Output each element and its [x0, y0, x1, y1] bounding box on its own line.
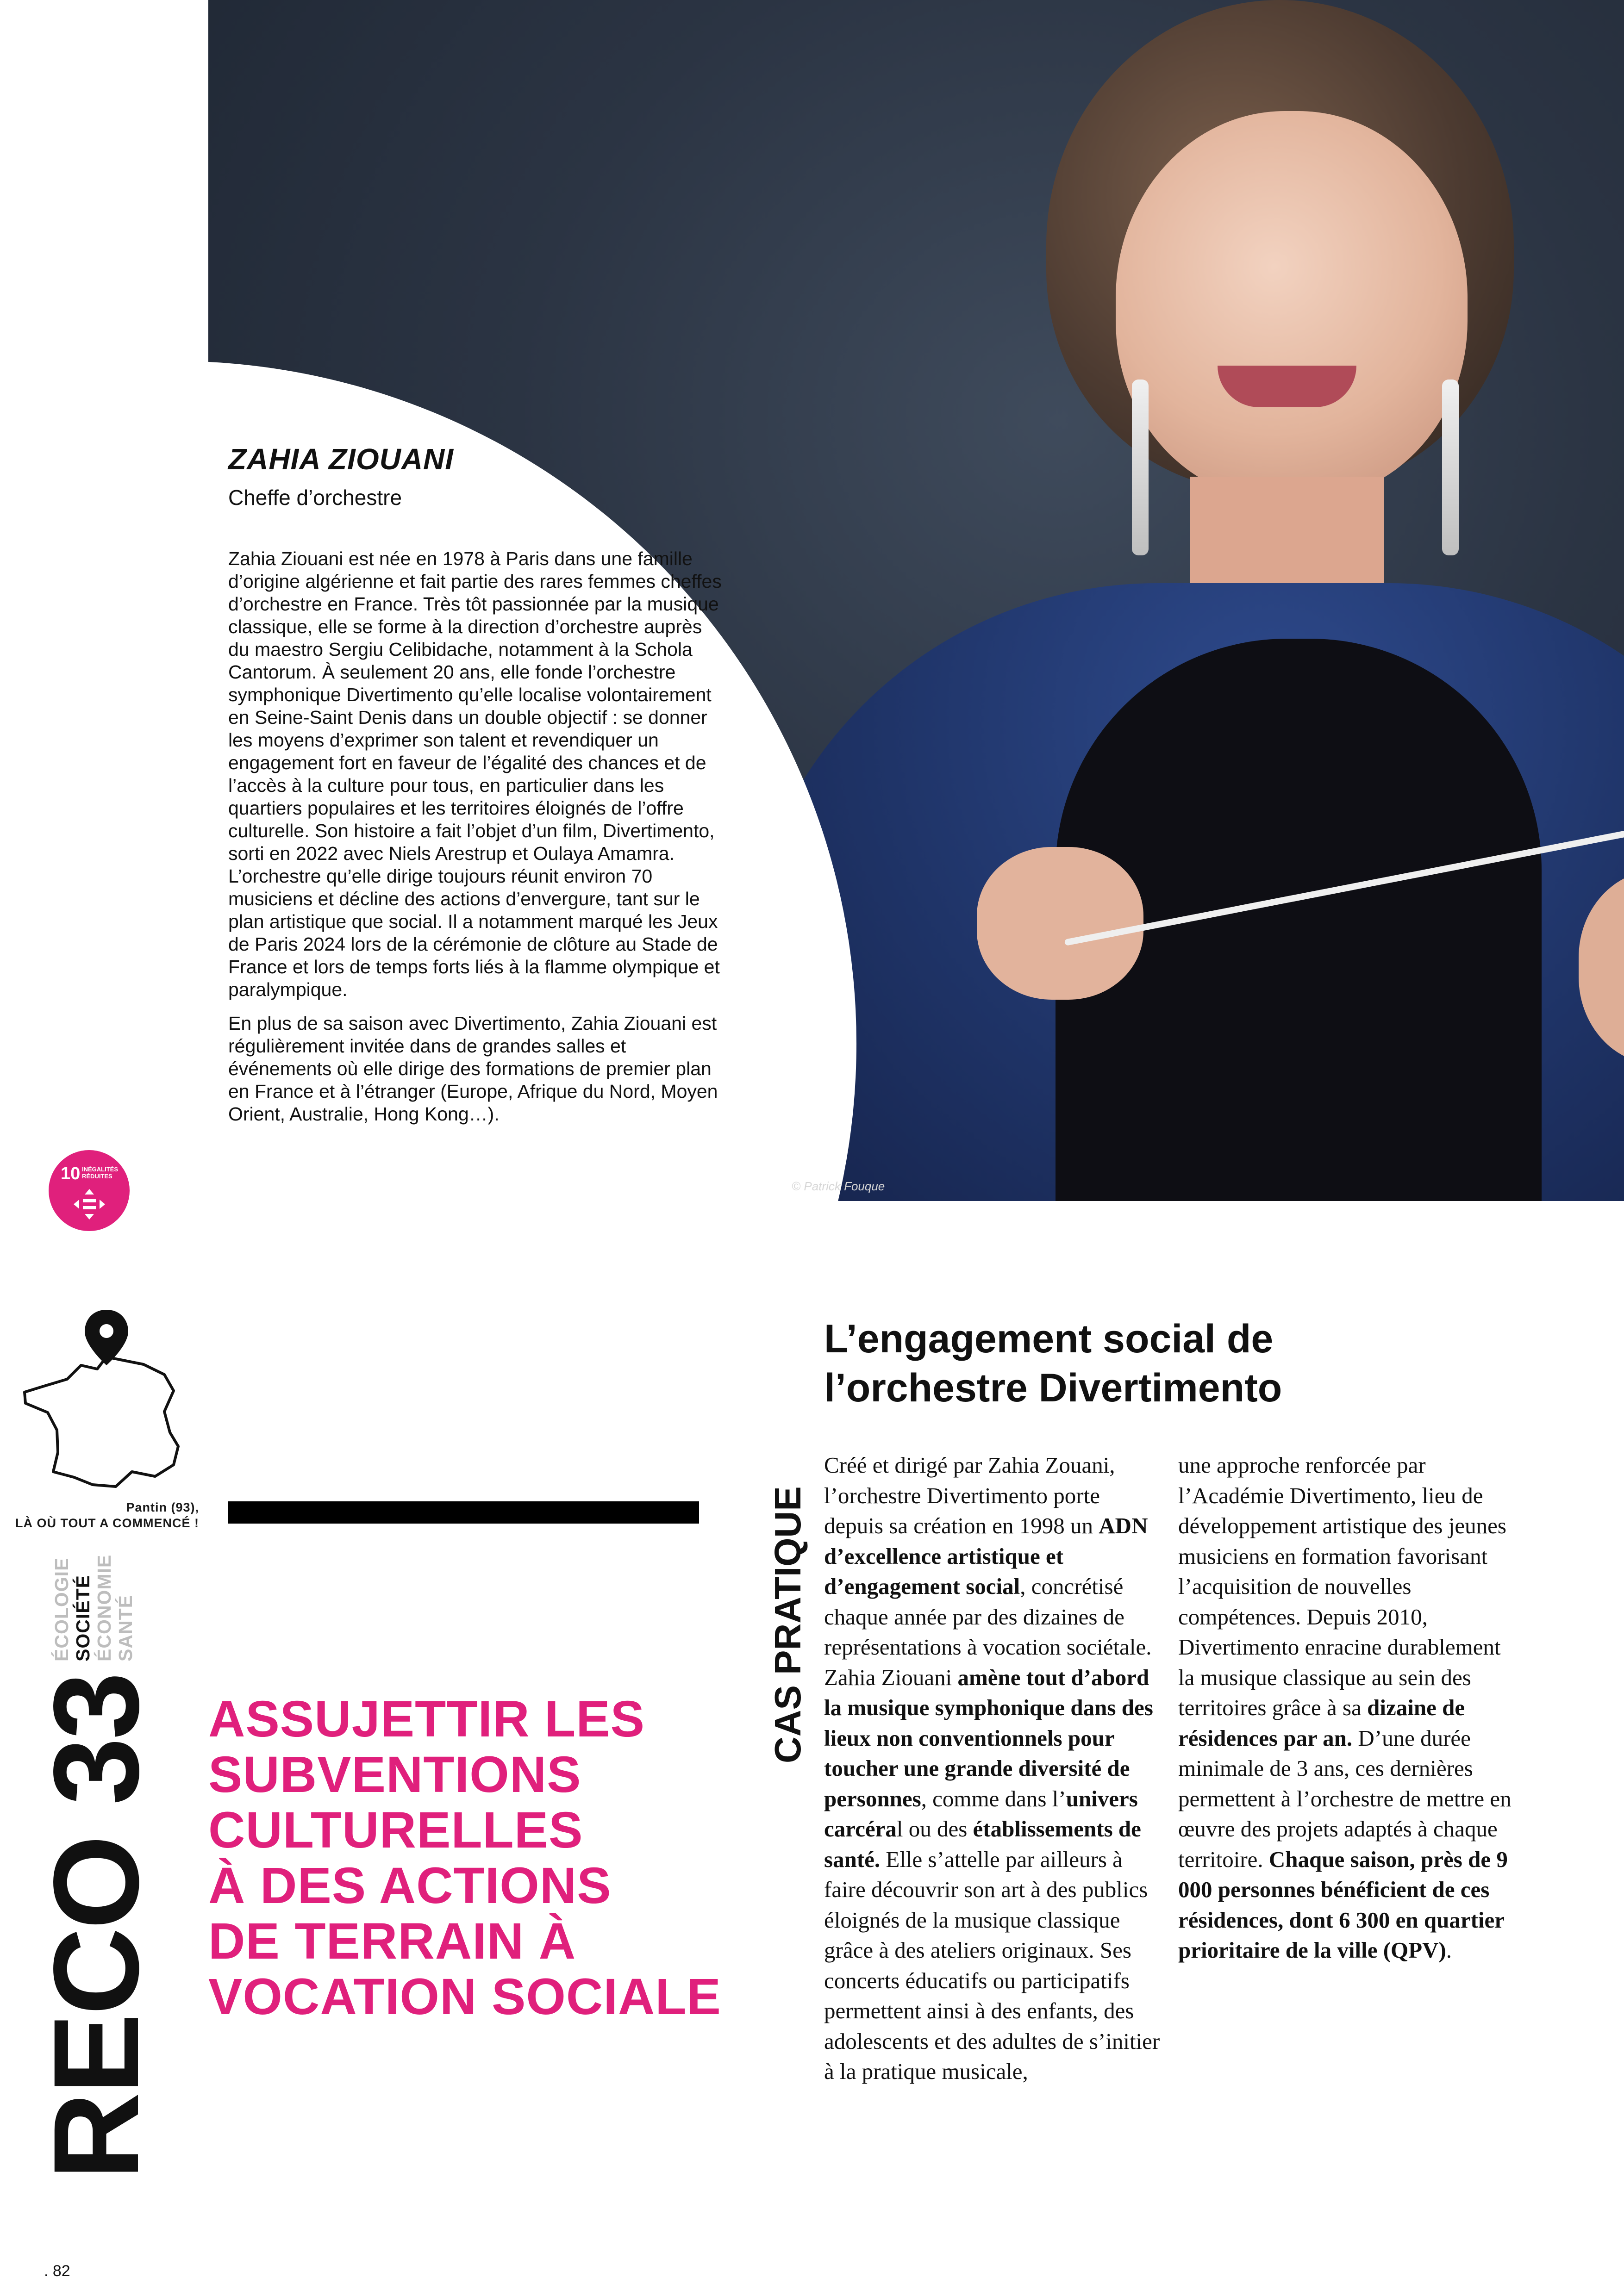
reco-heading-line: À DES ACTIONS: [208, 1857, 612, 1914]
category-ecologie: ÉCOLOGIE: [51, 1557, 72, 1661]
body-text: une approche renforcée par l’Académie Divertimento, lieu de développement artistique des jeunes musiciens en formation favorisant l’acquisition de nouvelles compétences. Depuis 2010, Divertimento enracine durablement la musique classique au sein des territoires grâce à sa: [1178, 1452, 1506, 1720]
photo-hand-left: [977, 847, 1143, 1000]
section-divider-bar: [228, 1501, 699, 1524]
case-study-label: CAS PRATIQUE: [767, 1486, 808, 1763]
highlighted-text: ADN d’excellence artistique et d’engagement social: [824, 1513, 1148, 1599]
photo-smile: [1218, 366, 1356, 407]
highlighted-text: amène tout d’abord la musique symphonique dans des lieux non conventionnels pour toucher une grande diversité de personnes: [824, 1664, 1153, 1811]
sdg-number: 10: [61, 1164, 81, 1183]
case-study-title: [824, 1314, 1518, 1412]
map-caption: [9, 1500, 199, 1531]
body-text: Créé et dirigé par Zahia Zouani, l’orchestre Divertimento porte depuis sa création en 1998 un: [824, 1452, 1115, 1538]
photo-earring-left: [1132, 380, 1149, 555]
bio-text: [228, 548, 728, 1137]
body-text: Elle s’attelle par ailleurs à faire découvrir son art à des publics éloignés de la musique classique grâce à des ateliers originaux. Ses concerts éducatifs ou participatifs permettent ainsi à des enfants, des adolescents et des adultes de s’initier à la pratique musicale,: [824, 1846, 1160, 2084]
sdg-label: INÉGALITÉS RÉDUITES: [82, 1166, 119, 1180]
bio-paragraph: En plus de sa saison avec Divertimento, Zahia Ziouani est régulièrement invitée dans de grandes salles et événements où elle dirige des formations de premier plan en France et à l’étranger (Europe, Afrique du Nord, Moyen Orient, Australie, Hong Kong…).: [228, 1013, 718, 1125]
page-number: . 82: [44, 2262, 70, 2280]
category-societe: SOCIÉTÉ: [72, 1575, 94, 1661]
map-caption-line: LÀ OÙ TOUT A COMMENCÉ !: [15, 1516, 199, 1530]
bio-paragraph: Zahia Ziouani est née en 1978 à Paris dans une famille d’origine algérienne et fait partie des rares femmes cheffes d’orchestre en France. Très tôt passionnée par la musique classique, elle se forme à la direction d’orchestre auprès du maestro Sergiu Celibidache, notamment à la Schola Cantorum. À seulement 20 ans, elle fonde l’orchestre symphonique Divertimento qu’elle localise volontairement en Seine-Saint Denis dans un double objectif : se donner les moyens d’exprimer son talent et revendiquer un engagement fort en faveur de l’égalité des chances et de l’accès à la culture pour tous, en particulier dans les quartiers populaires et les territoires éloignés de l’offre culturelle. Son histoire a fait l’objet d’un film, Divertimento, sorti en 2022 avec Niels Arestrup et Oulaya Amamra. L’orchestre qu’elle dirige toujours réunit environ 70 musiciens et décline des actions d’envergure, tant sur le plan artistique que social. Il a notamment marqué les Jeux de Paris 2024 lors de la cérémonie de clôture au Stade de France et lors de temps forts liés à la flamme olympique et paralympique.: [228, 548, 722, 1000]
highlighted-text: établissements de santé.: [824, 1816, 1141, 1872]
photo-face: [1116, 111, 1468, 500]
sdg-badge: [49, 1150, 130, 1231]
highlighted-text: univers carcéra: [824, 1786, 1138, 1842]
reco-heading-line: VOCATION SOCIALE: [208, 1968, 721, 2025]
reco-heading-line: SUBVENTIONS: [208, 1746, 581, 1803]
case-study-column-2: [1178, 1450, 1518, 1966]
body-text: D’une durée minimale de 3 ans, ces dernières permettent à l’orchestre de mettre en œuvre des projets adaptés à chaque territoire.: [1178, 1725, 1512, 1872]
body-text: .: [1446, 1937, 1452, 1963]
photo-credit: © Patrick Fouque: [792, 1179, 885, 1193]
map-caption-line: Pantin (93),: [126, 1500, 199, 1514]
location-pin-icon: [85, 1310, 128, 1365]
body-text: , concrétisé chaque année par des dizaines de représentations à vocation sociétale. Zahia Ziouani: [824, 1574, 1152, 1690]
reco-heading: [208, 1692, 764, 2025]
body-text: l ou des: [896, 1816, 973, 1842]
highlighted-text: dizaine de résidences par an.: [1178, 1695, 1465, 1751]
reco-heading-line: ASSUJETTIR LES: [208, 1691, 645, 1748]
case-study-column-1: [824, 1450, 1164, 2087]
photo-earring-right: [1442, 380, 1459, 555]
category-list: [51, 1555, 136, 1661]
person-role: Cheffe d’orchestre: [228, 485, 402, 510]
reduced-inequalities-icon: [73, 1188, 106, 1220]
person-name: ZAHIA ZIOUANI: [228, 442, 454, 476]
reco-heading-line: DE TERRAIN À: [208, 1913, 576, 1970]
category-economie: ÉCONOMIE: [94, 1554, 115, 1661]
body-text: , comme dans l’: [921, 1786, 1066, 1811]
france-map-icon: [12, 1305, 197, 1500]
reco-number-title: RECO 33: [28, 1674, 164, 2180]
category-sante: SANTÉ: [115, 1595, 136, 1661]
case-title-line: L’engagement social de: [824, 1317, 1274, 1361]
case-title-line: l’orchestre Divertimento: [824, 1366, 1282, 1410]
highlighted-text: Chaque saison, près de 9 000 personnes bénéficient de ces résidences, dont 6 300 en quartier prioritaire de la ville (QPV): [1178, 1846, 1508, 1963]
reco-heading-line: CULTURELLES: [208, 1802, 583, 1859]
